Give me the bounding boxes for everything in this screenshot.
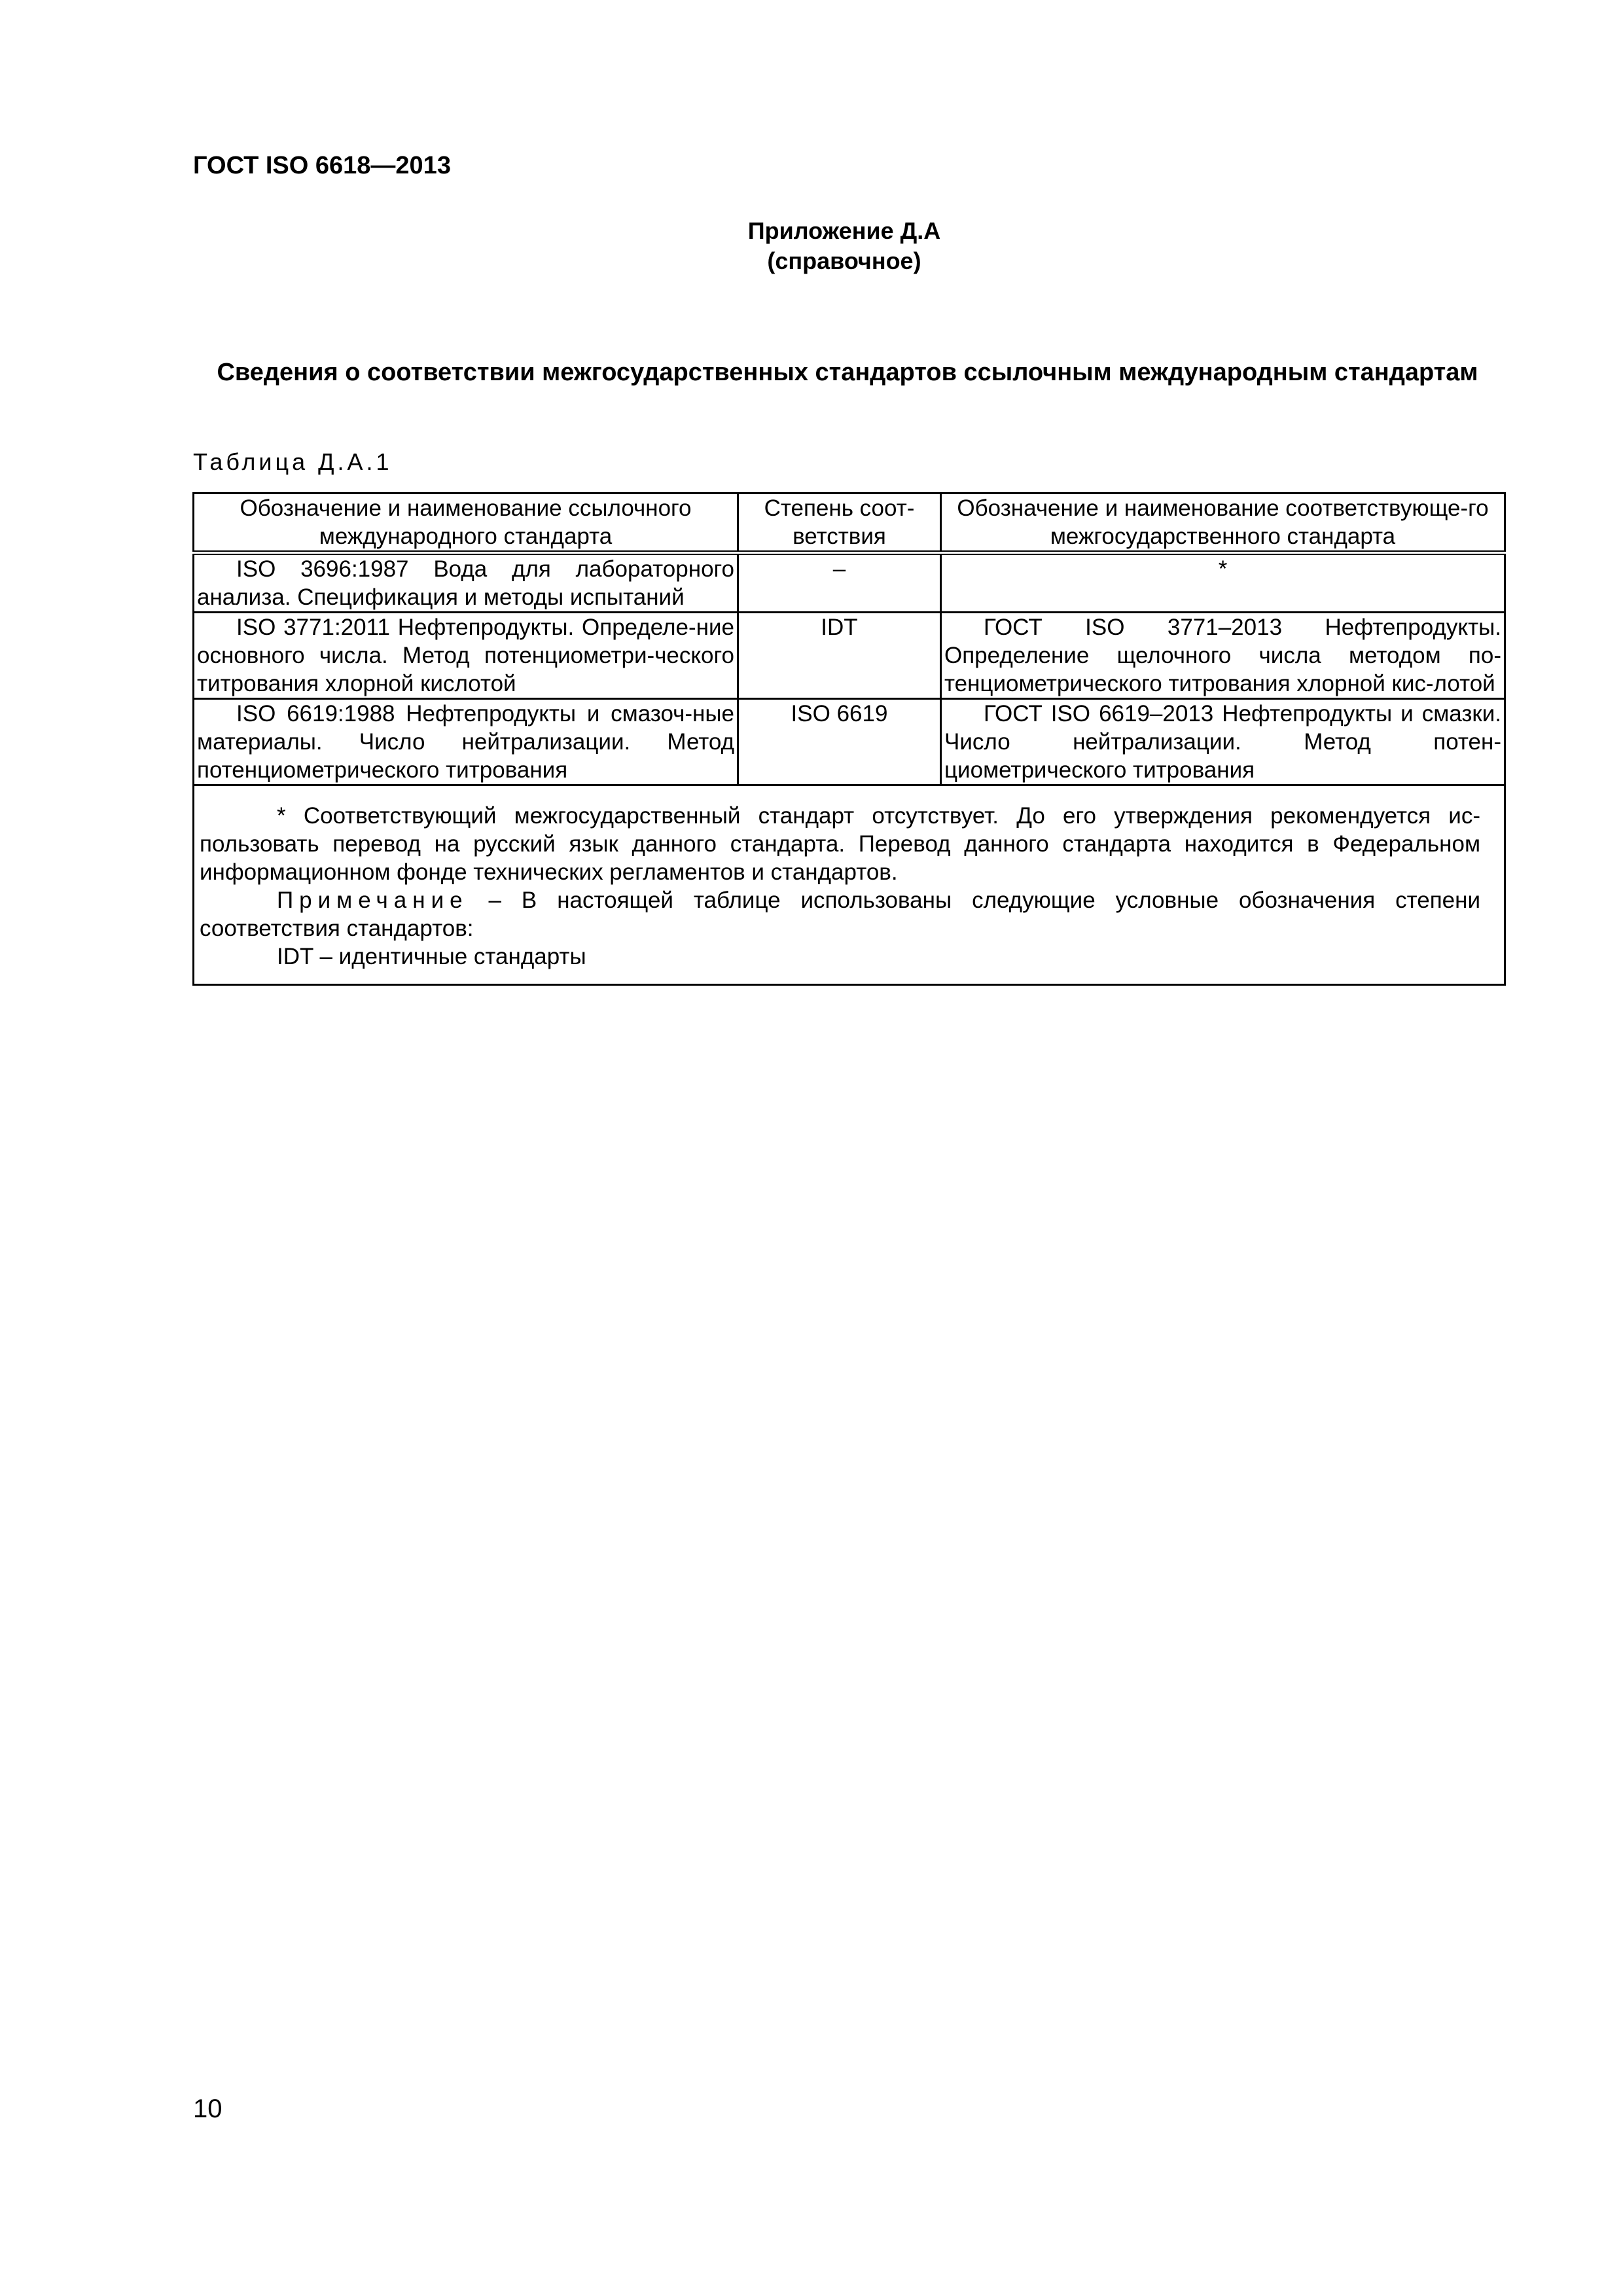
cell-gost: *	[941, 553, 1505, 613]
cell-degree: IDT	[738, 613, 941, 699]
table-notes	[194, 785, 1505, 985]
column-header-degree: Степень соот-ветствия	[738, 493, 941, 553]
column-header-reference: Обозначение и наименование ссылочного международного стандарта	[194, 493, 738, 553]
idt-definition: IDT – идентичные стандарты	[277, 944, 586, 969]
cell-gost: ГОСТ ISO 3771–2013 Нефтепродукты. Определение щелочного числа методом по-тенциометрического титрования хлорной кис-лотой	[941, 613, 1505, 699]
footnote: * Соответствующий межгосударственный стандарт отсутствует. До его утверждения рекомендуется ис-пользовать перевод на русский язык данного стандарта. Перевод данного стандарта находится в Федеральном информационном фонде технических регламентов и стандартов.	[200, 803, 1480, 885]
appendix-title: Приложение Д.А	[747, 217, 941, 244]
table-row	[194, 699, 1505, 785]
page-number: 10	[193, 2094, 223, 2123]
cell-degree: ISO 6619	[738, 699, 941, 785]
cell-gost: ГОСТ ISO 6619–2013 Нефтепродукты и смазки. Число нейтрализации. Метод потен-циометрического титрования	[941, 699, 1505, 785]
table-caption: Таблица Д.А.1	[193, 448, 393, 475]
table-row	[194, 553, 1505, 613]
cell-reference: ISO 6619:1988 Нефтепродукты и смазоч-ные материалы. Число нейтрализации. Метод потенциометрического титрования	[194, 699, 738, 785]
appendix-heading	[0, 216, 1623, 276]
note-label: Примечание	[277, 888, 469, 913]
table-notes-row	[194, 785, 1505, 985]
cell-reference: ISO 3696:1987 Вода для лабораторного анализа. Спецификация и методы испытаний	[194, 553, 738, 613]
section-title: Сведения о соответствии межгосударственных стандартов ссылочным международным стандартам	[217, 359, 1478, 386]
cell-degree: –	[738, 553, 941, 613]
note-text: – В настоящей таблице использованы следующие условные обозначения степени соответствия стандартов:	[200, 888, 1480, 941]
correspondence-table	[192, 492, 1504, 986]
table-row	[194, 613, 1505, 699]
document-code: ГОСТ ISO 6618—2013	[193, 152, 451, 179]
column-header-gost: Обозначение и наименование соответствующе-го межгосударственного стандарта	[941, 493, 1505, 553]
table-header-row	[194, 493, 1505, 553]
cell-reference: ISO 3771:2011 Нефтепродукты. Определе-ние основного числа. Метод потенциометри-ческого титрования хлорной кислотой	[194, 613, 738, 699]
appendix-type: (справочное)	[767, 247, 921, 274]
note	[200, 886, 1480, 942]
